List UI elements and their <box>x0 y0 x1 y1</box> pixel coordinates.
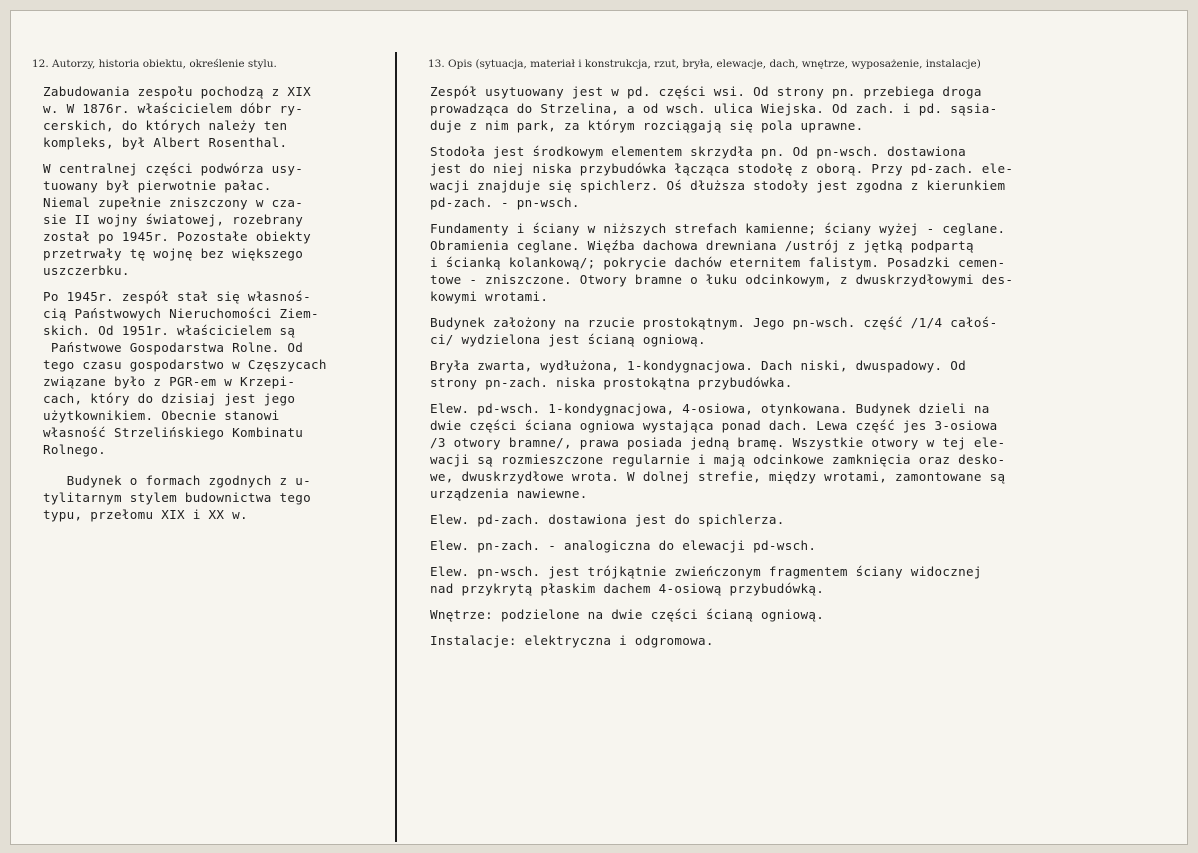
description-paragraph: Zespół usytuowany jest w pd. części wsi. Od strony pn. przebiega droga prowadząca do Strzelina, a od wsch. ulica Wiejska. Od zach. i pd. sąsia- duje z nim park, za którym rozciągają się pola uprawne. <box>430 84 998 133</box>
section-12-header: 12. Autorzy, historia obiektu, określenie stylu. <box>32 58 277 70</box>
description-column <box>430 83 1180 658</box>
description-paragraph: Wnętrze: podzielone na dwie części ścianą ogniową. <box>430 607 825 622</box>
description-paragraph: Stodoła jest środkowym elementem skrzydła pn. Od pn-wsch. dostawiona jest do niej niska przybudówka łącząca stodołę z oborą. Przy pd-zach. ele- wacji znajduje się spichlerz. Oś dłuższa stodoły jest zgodna z kierunkiem pd-zach. - pn-wsch. <box>430 144 1014 210</box>
description-paragraph: Budynek założony na rzucie prostokątnym. Jego pn-wsch. część /1/4 całoś- ci/ wydzielona jest ścianą ogniową. <box>430 315 998 347</box>
history-paragraph: Zabudowania zespołu pochodzą z XIX w. W 1876r. właścicielem dóbr ry- cerskich, do których należy ten kompleks, był Albert Rosenthal. <box>43 84 311 150</box>
description-paragraph: Elew. pn-wsch. jest trójkątnie zwieńczonym fragmentem ściany widocznej nad przykrytą płaskim dachem 4-osiową przybudówką. <box>430 564 982 596</box>
history-paragraph: Budynek o formach zgodnych z u- tylitarnym stylem budownictwa tego typu, przełomu XIX i XX w. <box>43 473 311 522</box>
description-paragraph: Fundamenty i ściany w niższych strefach kamienne; ściany wyżej - ceglane. Obramienia ceglane. Więźba dachowa drewniana /ustrój z jętką podpartą i ścianką kolankową/; pokrycie dachów eternitem falistym. Posadzki cemen- towe - zniszczone. Otwory bramne o łuku odcinkowym, z dwuskrzydłowymi des- kowymi wrotami. <box>430 221 1014 304</box>
description-paragraph: Elew. pn-zach. - analogiczna do elewacji pd-wsch. <box>430 538 817 553</box>
column-divider <box>395 52 397 842</box>
description-paragraph: Instalacje: elektryczna i odgromowa. <box>430 633 714 648</box>
description-paragraph: Elew. pd-wsch. 1-kondygnacjowa, 4-osiowa, otynkowana. Budynek dzieli na dwie części ściana ogniowa wystająca ponad dach. Lewa część jes 3-osiowa /3 otwory bramne/, prawa posiada jedną bramę. Wszystkie otwory w tej ele- wacji są rozmieszczone regularnie i mają odcinkowe zamknięcia oraz desko- we, dwuskrzydłowe wrota. W dolnej strefie, między wrotami, zamontowane są urządzenia nawiewne. <box>430 401 1006 501</box>
history-paragraph: Po 1945r. zespół stał się własnoś- cią Państwowych Nieruchomości Ziem- skich. Od 1951r. właścicielem są Państwowe Gospodarstwa Rolne. Od tego czasu gospodarstwo w Częszycach związane było z PGR-em w Krzepi- cach, który do dzisiaj jest jego użytkownikiem. Obecnie stanowi własność Strzelińskiego Kombinatu Rolnego. <box>43 289 327 457</box>
history-paragraph: W centralnej części podwórza usy- tuowany był pierwotnie pałac. Niemal zupełnie zniszczony w cza- sie II wojny światowej, rozebrany został po 1945r. Pozostałe obiekty przetrwały tę wojnę bez większego uszczerbku. <box>43 161 311 278</box>
history-column <box>43 83 393 532</box>
description-paragraph: Bryła zwarta, wydłużona, 1-kondygnacjowa. Dach niski, dwuspadowy. Od strony pn-zach. niska prostokątna przybudówka. <box>430 358 966 390</box>
section-13-header: 13. Opis (sytuacja, materiał i konstrukcja, rzut, bryła, elewacje, dach, wnętrze, wyposażenie, instalacje) <box>428 58 981 70</box>
description-paragraph: Elew. pd-zach. dostawiona jest do spichlerza. <box>430 512 785 527</box>
